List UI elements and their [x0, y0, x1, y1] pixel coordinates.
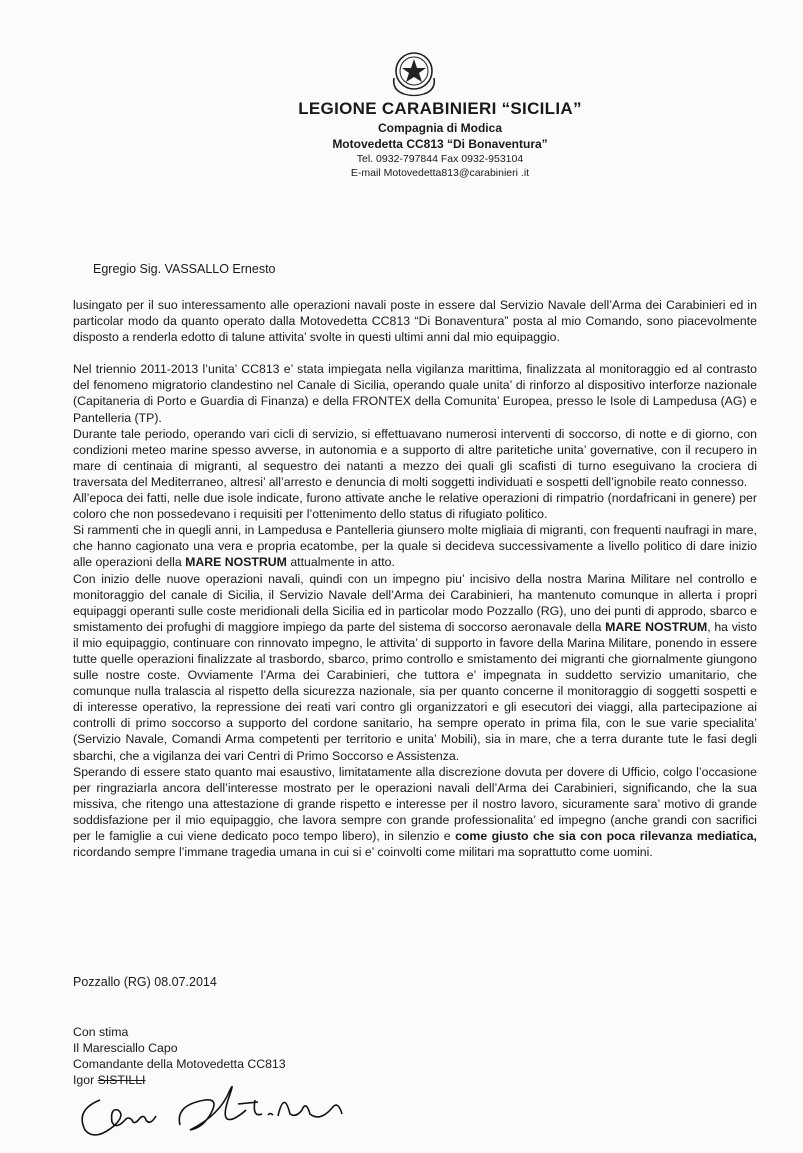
letter-body [73, 297, 757, 860]
mare-nostrum-label: MARE NOSTRUM [605, 619, 708, 634]
vessel-name: Motovedetta CC813 “Di Bonaventura” [332, 137, 548, 151]
signer-last-name: SISTILLI [97, 1073, 146, 1087]
paragraph-5 [73, 522, 757, 570]
handwritten-signature [70, 1070, 370, 1145]
closing-regards: Con stima [73, 1025, 129, 1039]
paragraph-7-text: Sperando di essere stato quanto mai esaustivo, limitatamente alla discrezione dovuta per dovere di Ufficio, colgo l’occasione per ringraziarla ancora dell’interesse mostrato per le operazioni navali dell’Arma dei Carabinieri, significando, che la sua missiva, che ritengo una attestazione di grande rispetto e interesse per il nostro lavoro, sicuramente sara’ motivo di grande soddisfazione per il mio equipaggio, che lavora sempre con grande professionalita’ ed impegno (anche grandi con sacrifici per le famiglie a cui viene dedicato poco tempo libero), in silenzio e [73, 764, 757, 843]
paragraph-1: lusingato per il suo interessamento alle operazioni navali poste in essere dal Servizio Navale dell’Arma dei Carabinieri ed in particolar modo da quanto operato dalla Motovedetta CC813 “Di Bonaventura” posta al mio Comando, sono piacevolmente disposto a renderla edotto di talune attivita’ svolte in questi ultimi anni dal mio equipaggio. [73, 298, 757, 345]
paragraph-7-end: ricordando sempre l’immane tragedia umana in cui si e’ coinvolti come militari ma soprattutto come uomini. [73, 845, 653, 860]
email-address: E-mail Motovedetta813@carabinieri .it [350, 167, 530, 179]
paragraph-6-end: , ha visto il mio equipaggio, continuare con rinnovato impegno, le attivita’ di supporto in favore della Marina Militare, ponendo in essere tutte quelle operazioni finalizzate al trasbordo, sbarco, primo controllo e smistamento dei migranti che giornalmente giungono sulle nostre coste. Ovviamente l’Arma dei Carabinieri, che tuttora e’ impegnata in suddetto servizio umanitario, che comunque nulla tralascia al rispetto della sicurezza nazionale, sia per quanto concerne il monitoraggio di soggetti sospetti e di interesse operativo, la repressione dei reati vari contro gli organizzatori e gli esecutori dei viaggi, alla partecipazione ai controlli di primo soccorso a supporto del cordone sanitario, ha sempre operato in prima fila, con le sue varie specialita’ (Servizio Navale, Comandi Arma competenti per territorio e unita’ Mobili), sia in mare, che a terra durante tute le fasi degli sbarchi, che a vigilanza dei vari Centri di Primo Soccorso e Assistenza. [73, 619, 757, 763]
greeting: Egregio Sig. VASSALLO Ernesto [93, 262, 276, 276]
organization-name: LEGIONE CARABINIERI “SICILIA” [298, 99, 582, 118]
phone-fax: Tel. 0932-797844 Fax 0932-953104 [356, 153, 524, 165]
emphasis-text: come giusto che sia con poca rilevanza mediatica, [455, 829, 757, 843]
mare-nostrum-label: MARE NOSTRUM [185, 555, 287, 570]
letterhead [230, 98, 650, 180]
signer-first-name: Igor [73, 1073, 98, 1087]
paragraph-3: Durante tale periodo, operando vari cicli di servizio, si effettuavano numerosi interventi di soccorso, di notte e di giorno, con condizioni meteo marine spesso avverse, in autonomia e a supporto di altre paritetiche unita’ governative, con il recupero in mare di centinaia di migranti, al sequestro dei natanti a mezzo dei quali gli scafisti di turno eseguivano la crociera di traversata del Mediterraneo, altresi’ all’arresto e denuncia di molti soggetti individuati e sospetti dell’ignobile reato connesso. [73, 426, 757, 489]
signer-rank: Il Maresciallo Capo [73, 1041, 178, 1055]
paragraph-4: All’epoca dei fatti, nelle due isole indicate, furono attivate anche le relative operazioni di rimpatrio (nordafricani in genere) per coloro che non possedevano i requisiti per l’ottenimento dello status di rifugiato politico. [73, 491, 757, 522]
paragraph-6 [73, 571, 757, 764]
place-date: Pozzallo (RG) 08.07.2014 [73, 975, 217, 989]
paragraph-6-text: Con inizio delle nuove operazioni navali, quindi con un impegno piu’ incisivo della nostra Marina Militare nel controllo e monitoraggio del canale di Sicilia, il Servizio Navale dell’Arma dei Carabinieri, ha mantenuto comunque in allerta i propri equipaggi operanti sulle coste meridionali della Sicilia ed in particolar modo Pozzallo (RG), uno dei punti di approdo, sbarco e smistamento dei profughi di maggiore impiego da parte del sistema di soccorso aeronavale della [73, 571, 757, 634]
paragraph-7 [73, 764, 757, 861]
company-name: Compagnia di Modica [377, 121, 502, 135]
signer-role: Comandante della Motovedetta CC813 [73, 1057, 286, 1071]
paragraph-5-end: attualmente in atto. [286, 555, 395, 570]
paragraph-2: Nel triennio 2011-2013 l’unita’ CC813 e’ stata impiegata nella vigilanza marittima, finalizzata al monitoraggio ed al contrasto del fenomeno migratorio clandestino nel Canale di Sicilia, operando quale unita’ di rinforzo al dispositivo interforze nazionale (Capitaneria di Porto e Guardia di Finanza) e della FRONTEX della Comunita’ Europea, presso le Isole di Lampedusa (AG) e Pantelleria (TP). [73, 362, 757, 425]
paragraph-5-text: Si rammenti che in quegli anni, in Lampedusa e Pantelleria giunsero molte migliaia di migranti, con frequenti naufragi in mare, che hanno cagionato una vera e propria ecatombe, per la quale si decideva successivamente a livello politico di dare inizio alle operazioni della [73, 523, 757, 570]
republic-emblem-icon [388, 48, 440, 98]
